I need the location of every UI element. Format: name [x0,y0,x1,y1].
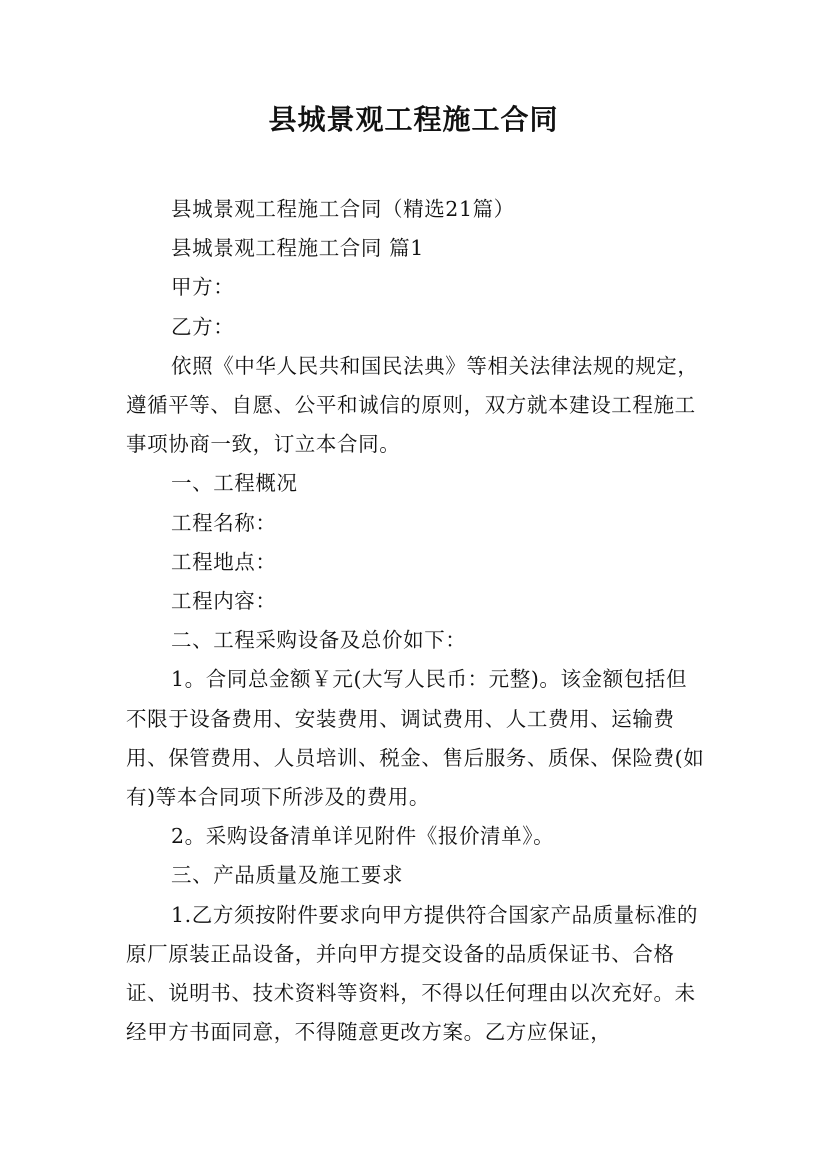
paragraph-project-location: 工程地点： [171,549,277,574]
document-title: 县城景观工程施工合同 [268,103,559,136]
paragraph-legal-basis: 依照《中华人民共和国民法典》等相关法律法规的规定，遵循平等、自愿、公平和诚信的原则，双方就本建设工程施工事项协商一致，订立本合同。 [126,353,699,457]
paragraph-equipment-list: 2。采购设备清单详见附件《报价清单》。 [171,824,555,849]
paragraph-contract-amount: 1。合同总金额￥元(大写人民币：元整)。该金额包括但不限于设备费用、安装费用、调试费用、人工费用、运输费用、保管费用、人员培训、税金、售后服务、质保、保险费(如有)等本合同项下所涉及的费用。 [126,667,705,810]
paragraph-project-name: 工程名称： [171,510,277,535]
paragraph-equipment-price-heading: 二、工程采购设备及总价如下： [171,628,467,653]
paragraph-subtitle: 县城景观工程施工合同（精选21篇） [171,197,515,221]
paragraph-project-content: 工程内容： [171,589,277,614]
paragraph-party-a: 甲方： [171,275,235,300]
paragraph-quality-requirements: 1.乙方须按附件要求向甲方提供符合国家产品质量标准的原厂原装正品设备，并向甲方提交设备的品质保证书、合格证、说明书、技术资料等资料，不得以任何理由以次充好。未经甲方书面同意，不得随意更改方案。乙方应保证， [126,902,699,1045]
paragraph-quality-heading: 三、产品质量及施工要求 [171,863,404,888]
paragraph-project-overview-heading: 一、工程概况 [171,471,298,496]
paragraph-party-b: 乙方： [171,314,235,339]
paragraph-section-heading: 县城景观工程施工合同 篇1 [171,236,424,261]
document-body [126,190,706,1052]
